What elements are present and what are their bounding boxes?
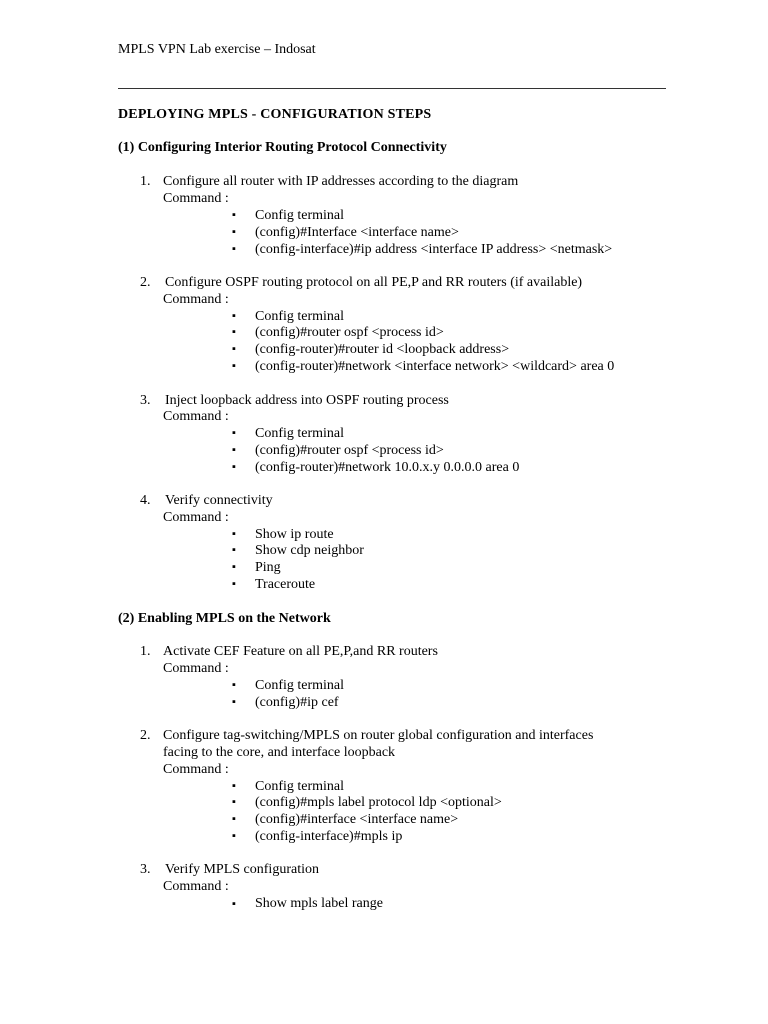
bullet-icon: ▪: [232, 796, 236, 808]
step-text: Inject loopback address into OSPF routing process: [165, 393, 449, 408]
command-item: Config terminal: [255, 309, 345, 324]
command-item: (config)#interface <interface name>: [255, 812, 459, 827]
step-number: 3.: [140, 393, 151, 408]
command-item: (config-router)#network <interface network> <wildcard> area 0: [255, 359, 615, 374]
bullet-icon: ▪: [232, 326, 236, 338]
header-rule: [118, 88, 666, 89]
bullet-icon: ▪: [232, 528, 236, 540]
step-text: Verify connectivity: [165, 493, 273, 508]
step-number: 3.: [140, 862, 151, 877]
command-label: Command :: [163, 510, 229, 525]
command-item: (config)#router ospf <process id>: [255, 325, 444, 340]
bullet-icon: ▪: [232, 209, 236, 221]
page-header: MPLS VPN Lab exercise – Indosat: [118, 42, 316, 57]
command-label: Command :: [163, 661, 229, 676]
bullet-icon: ▪: [232, 898, 236, 910]
command-label: Command :: [163, 191, 229, 206]
command-item: Show ip route: [255, 527, 334, 542]
command-item: Ping: [255, 560, 281, 575]
bullet-icon: ▪: [232, 444, 236, 456]
command-item: Traceroute: [255, 577, 316, 592]
command-item: (config-router)#network 10.0.x.y 0.0.0.0 area 0: [255, 460, 520, 475]
step-text: Configure OSPF routing protocol on all PE,P and RR routers (if available): [165, 275, 583, 290]
bullet-icon: ▪: [232, 360, 236, 372]
step-number: 4.: [140, 493, 151, 508]
bullet-icon: ▪: [232, 343, 236, 355]
command-item: (config-interface)#ip address <interface IP address> <netmask>: [255, 242, 613, 257]
document-title: DEPLOYING MPLS - CONFIGURATION STEPS: [118, 107, 432, 122]
command-item: Config terminal: [255, 678, 345, 693]
command-label: Command :: [163, 879, 229, 894]
bullet-icon: ▪: [232, 578, 236, 590]
step-number: 1.: [140, 174, 151, 189]
step-number: 2.: [140, 728, 151, 743]
bullet-icon: ▪: [232, 780, 236, 792]
command-item: (config)#Interface <interface name>: [255, 225, 459, 240]
command-item: Show cdp neighbor: [255, 543, 364, 558]
bullet-icon: ▪: [232, 461, 236, 473]
bullet-icon: ▪: [232, 696, 236, 708]
bullet-icon: ▪: [232, 544, 236, 556]
step-text: Verify MPLS configuration: [165, 862, 319, 877]
command-item: Config terminal: [255, 208, 345, 223]
step-number: 1.: [140, 644, 151, 659]
step-text-continued: facing to the core, and interface loopback: [163, 745, 396, 760]
step-text: Activate CEF Feature on all PE,P,and RR routers: [163, 644, 438, 659]
bullet-icon: ▪: [232, 310, 236, 322]
step-number: 2.: [140, 275, 151, 290]
bullet-icon: ▪: [232, 679, 236, 691]
command-item: Config terminal: [255, 426, 345, 441]
command-item: (config)#ip cef: [255, 695, 339, 710]
bullet-icon: ▪: [232, 243, 236, 255]
command-label: Command :: [163, 762, 229, 777]
bullet-icon: ▪: [232, 226, 236, 238]
section-heading-2: (2) Enabling MPLS on the Network: [118, 611, 331, 626]
bullet-icon: ▪: [232, 813, 236, 825]
command-label: Command :: [163, 292, 229, 307]
command-item: (config-router)#router id <loopback address>: [255, 342, 510, 357]
section-heading-1: (1) Configuring Interior Routing Protocol Connectivity: [118, 140, 447, 155]
step-text: Configure tag-switching/MPLS on router global configuration and interfaces: [163, 728, 594, 743]
command-item: (config)#router ospf <process id>: [255, 443, 444, 458]
command-item: Show mpls label range: [255, 896, 383, 911]
step-text: Configure all router with IP addresses according to the diagram: [163, 174, 519, 189]
command-item: (config)#mpls label protocol ldp <optional>: [255, 795, 502, 810]
bullet-icon: ▪: [232, 427, 236, 439]
command-label: Command :: [163, 409, 229, 424]
command-item: Config terminal: [255, 779, 345, 794]
bullet-icon: ▪: [232, 561, 236, 573]
command-item: (config-interface)#mpls ip: [255, 829, 403, 844]
bullet-icon: ▪: [232, 830, 236, 842]
